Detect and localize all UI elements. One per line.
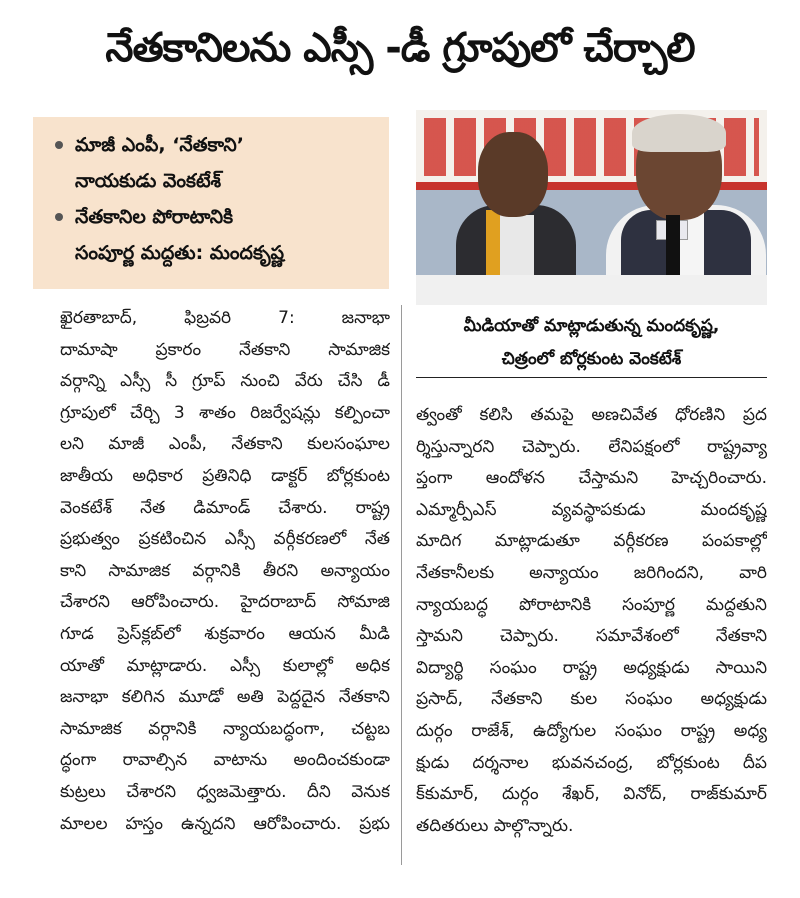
article-line: ద్ధంగా రావాల్సిన వాటాను అందించకుండా xyxy=(60,750,390,771)
article-line: లని మాజీ ఎంపీ, నేతకాని కులసంఘాల xyxy=(60,434,390,455)
article-line: దామాషా ప్రకారం నేతకాని సామాజిక xyxy=(60,339,390,360)
photo-caption: మీడియాతో మాట్లాడుతున్న మందకృష్ణ, చిత్రంలో బోర్లకుంట వెంకటేశ్ xyxy=(416,310,767,378)
article-line: జనాభా కలిగిన మూడో అతి పెద్దదైన నేతకాని xyxy=(60,687,390,708)
article-line: యాతో మాట్లాడారు. ఎస్సీ కులాల్లో అధిక xyxy=(60,655,390,676)
highlight-text: మాజీ ఎంపీ, ‘నేతకాని’ నాయకుడు వెంకటేశ్ xyxy=(75,134,244,192)
article-column-1 xyxy=(60,303,390,840)
article-line: త్వంతో కలిసి తమపై అణచివేత ధోరణిని ప్రద xyxy=(416,405,767,425)
article-column-2 xyxy=(416,400,767,842)
article-line: వెంకటేశ్ నేత డిమాండ్ చేశారు. రాష్ట్ర xyxy=(60,497,390,518)
bullet-dot-icon xyxy=(55,213,63,221)
article-line: మాదిగ మాట్లాడుతూ వర్గీకరణ పంపకాల్లో xyxy=(416,531,767,552)
headline: నేతకానిలను ఎస్సీ -డీ గ్రూపులో చేర్చాలి xyxy=(105,24,695,71)
article-line: క్షుడు దర్శనాల భువనచంద్ర, బోర్లకుంట దీప xyxy=(416,752,767,773)
column-divider xyxy=(401,305,402,865)
article-line: మాలల హస్తం ఉన్నదని ఆరోపించారు. ప్రభు xyxy=(60,813,390,834)
bullet-dot-icon xyxy=(55,141,63,149)
article-line: స్తామని చెప్పారు. సమావేశంలో నేతకాని xyxy=(416,626,767,647)
article-line: ర్శిస్తున్నారని చెప్పారు. లేనిపక్షంలో రాష్ట్రవ్యా xyxy=(416,436,767,457)
article-line: వర్గాన్ని ఎస్సీ సీ గ్రూప్ నుంచి వేరు చేసి డీ xyxy=(60,371,390,392)
news-photo xyxy=(416,110,767,305)
highlights-box xyxy=(33,117,389,289)
highlight-item xyxy=(51,127,381,199)
article-line: దుర్గం రాజేశ్, ఉద్యోగుల సంఘం రాష్ట్ర అధ్య xyxy=(416,720,767,741)
article-line: ప్రసాద్, నేతకాని కుల సంఘం అధ్యక్షుడు xyxy=(416,689,767,710)
article-line: కాని సామాజిక వర్గానికి తీరని అన్యాయం xyxy=(60,560,390,581)
highlight-item xyxy=(51,199,381,271)
article-line: ఎమ్మార్పీఎస్ వ్యవస్థాపకుడు మందకృష్ణ xyxy=(416,499,767,520)
article-line: గ్రూపులో చేర్చి 3 శాతం రిజర్వేషన్లు కల్పించా xyxy=(60,402,390,423)
article-line: జాతీయ అధికార ప్రతినిధి డాక్టర్ బోర్లకుంట xyxy=(60,465,390,486)
article-line: కుట్రలు చేశారని ధ్వజమెత్తారు. దీని వెనుక xyxy=(60,781,390,802)
article-line: గూడ ప్రెస్‌క్లబ్‌లో శుక్రవారం ఆయన మీడి xyxy=(60,623,390,644)
article-line: విద్యార్థి సంఘం రాష్ట్ర అధ్యక్షుడు సాయిని xyxy=(416,657,767,678)
article-line: ప్రభుత్వం ప్రకటించిన ఎస్సీ వర్గీకరణలో నేత xyxy=(60,529,390,550)
article-line: చేశారని ఆరోపించారు. హైదరాబాద్ సోమాజి xyxy=(60,592,390,613)
article-line: నేతకానీలకు అన్యాయం జరిగిందని, వారి xyxy=(416,562,767,583)
highlight-text: నేతకానిల పోరాటానికి సంపూర్ణ మద్దతు: మందకృష్ణ xyxy=(75,206,285,264)
article-line: ఖైరతాబాద్, ఫిబ్రవరి 7: జనాభా xyxy=(60,308,390,328)
article-line: తదితరులు పాల్గొన్నారు. xyxy=(416,815,574,836)
article-line: క్‌కుమార్, దుర్గం శేఖర్, వినోద్, రాజ్‌కుమార్ xyxy=(416,784,767,805)
article-line: ప్తంగా ఆందోళన చేస్తామని హెచ్చరించారు. xyxy=(416,468,767,489)
article-line: న్యాయబద్ధ పోరాటానికి సంపూర్ణ మద్దతుని xyxy=(416,594,767,615)
article-line: సామాజిక వర్గానికి న్యాయబద్ధంగా, చట్టబ xyxy=(60,718,390,739)
